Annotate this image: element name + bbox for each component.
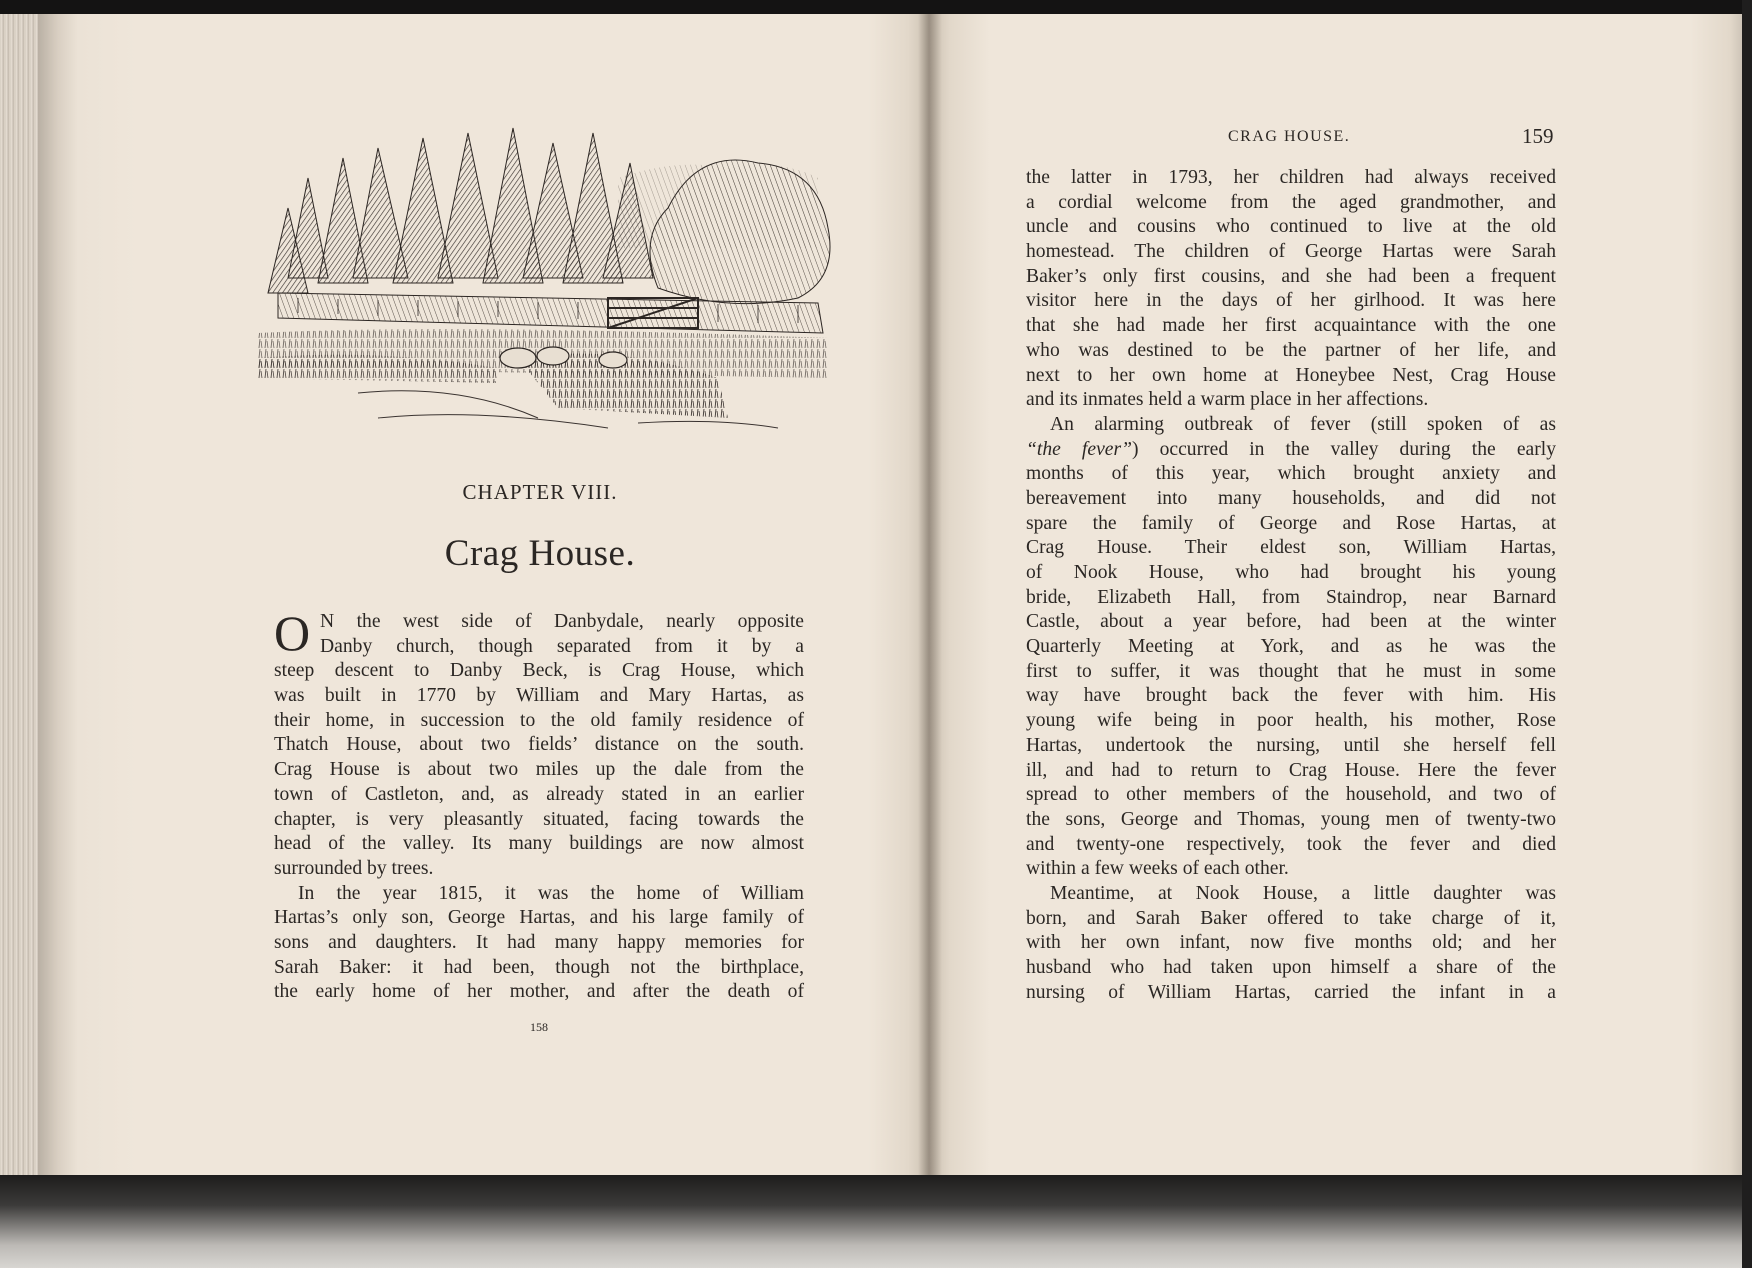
text-line: bereavement into many households, and did not	[1026, 487, 1556, 509]
scan-bottom-edge	[0, 1175, 1752, 1268]
text-line: young wife being in poor health, his mother, Rose	[1026, 710, 1556, 732]
text-line: Hartas’s only son, George Hartas, and his large family of	[274, 907, 804, 929]
text-line: that she had made her first acquaintance with the one	[1026, 315, 1556, 337]
running-head: CRAG HOUSE.	[1228, 128, 1351, 145]
text-line: Meantime, at Nook House, a little daughter was	[1050, 882, 1556, 904]
page-edges	[0, 14, 38, 1194]
text-line: head of the valley. Its many buildings are now almost	[274, 833, 804, 855]
text-line: with her own infant, now five months old; and her	[1026, 932, 1556, 954]
text-line: sons and daughters. It had many happy memories for	[274, 931, 804, 953]
text-line: nursing of William Hartas, carried the infant in a	[1026, 981, 1556, 1003]
text-line: who was destined to be the partner of her life, and	[1026, 339, 1556, 361]
woodland-engraving-illustration	[258, 118, 834, 448]
text-line: their home, in succession to the old family residence of	[274, 709, 804, 731]
text-line: of Nook House, who had brought his young	[1026, 562, 1556, 583]
text-line: months of this year, which brought anxiety and	[1026, 463, 1556, 485]
text-line: spare the family of George and Rose Hartas, at	[1026, 512, 1556, 534]
text-line: town of Castleton, and, as already stated in an earlier	[274, 783, 804, 805]
text-line: born, and Sarah Baker offered to take charge of it,	[1026, 907, 1556, 929]
text-line: was built in 1770 by William and Mary Hartas, as	[274, 685, 804, 707]
text-line: Crag House. Their eldest son, William Hartas,	[1026, 537, 1556, 559]
text-line: homestead. The children of George Hartas were Sarah	[1026, 241, 1556, 263]
right-page-body	[1026, 166, 1556, 1005]
text-line: surrounded by trees.	[274, 857, 434, 879]
text-line: next to her own home at Honeybee Nest, Crag House	[1026, 364, 1556, 386]
text-line: the sons, George and Thomas, young men of twenty-two	[1026, 808, 1556, 830]
page-number-right: 159	[1522, 124, 1554, 148]
text-line: steep descent to Danby Beck, is Crag House, which	[274, 660, 804, 682]
italic-fever: “the fever”	[1026, 438, 1132, 460]
scan-right-edge	[1742, 0, 1752, 1268]
chapter-title: Crag House.	[444, 533, 636, 574]
text-line: Thatch House, about two fields’ distance on the south.	[274, 734, 804, 756]
text-line: visitor here in the days of her girlhood. It was here	[1026, 290, 1556, 312]
text-line: spread to other members of the household, and two of	[1026, 784, 1556, 806]
text-line: first to suffer, it was thought that he must in some	[1026, 660, 1556, 682]
text-line: N the west side of Danbydale, nearly opposite	[320, 611, 804, 632]
text-line	[1026, 438, 1556, 463]
text-line: Castle, about a year before, had been at the winter	[1026, 611, 1556, 633]
book-spine	[918, 14, 942, 1194]
text-line: bride, Elizabeth Hall, from Staindrop, near Barnard	[1026, 586, 1556, 608]
text-line: In the year 1815, it was the home of William	[298, 882, 804, 904]
text-line: within a few weeks of each other.	[1026, 858, 1289, 880]
text-line: Crag House is about two miles up the dale from the	[274, 759, 804, 781]
text-line: Danby church, though separated from it by a	[320, 635, 804, 657]
text-fragment: ) occurred in the valley during the early	[1131, 438, 1556, 460]
text-line: and its inmates held a warm place in her affections.	[1026, 389, 1429, 411]
text-line: the latter in 1793, her children had always received	[1026, 167, 1556, 188]
text-line: Sarah Baker: it had been, though not the birthplace,	[274, 956, 804, 978]
text-line: ill, and had to return to Crag House. Here the fever	[1026, 759, 1556, 781]
text-line: a cordial welcome from the aged grandmother, and	[1026, 191, 1556, 213]
text-line: An alarming outbreak of fever (still spoken of as	[1050, 413, 1556, 435]
text-line: chapter, is very pleasantly situated, facing towards the	[274, 808, 804, 830]
text-line: Baker’s only first cousins, and she had been a frequent	[1026, 265, 1556, 287]
left-page-body	[274, 605, 804, 1005]
page-number-left: 158	[530, 1020, 548, 1034]
text-line: and twenty-one respectively, took the fever and died	[1026, 833, 1556, 855]
text-line: Hartas, undertook the nursing, until she herself fell	[1026, 734, 1556, 756]
drop-cap: O	[274, 605, 311, 661]
text-line: way have brought back the fever with him. His	[1026, 685, 1556, 707]
text-line: husband who had taken upon himself a share of the	[1026, 957, 1556, 978]
text-line: Quarterly Meeting at York, and as he was the	[1026, 636, 1556, 658]
text-line: the early home of her mother, and after the death of	[274, 981, 804, 1003]
chapter-label: CHAPTER VIII.	[462, 480, 618, 504]
text-line: uncle and cousins who continued to live at the old	[1026, 216, 1556, 238]
